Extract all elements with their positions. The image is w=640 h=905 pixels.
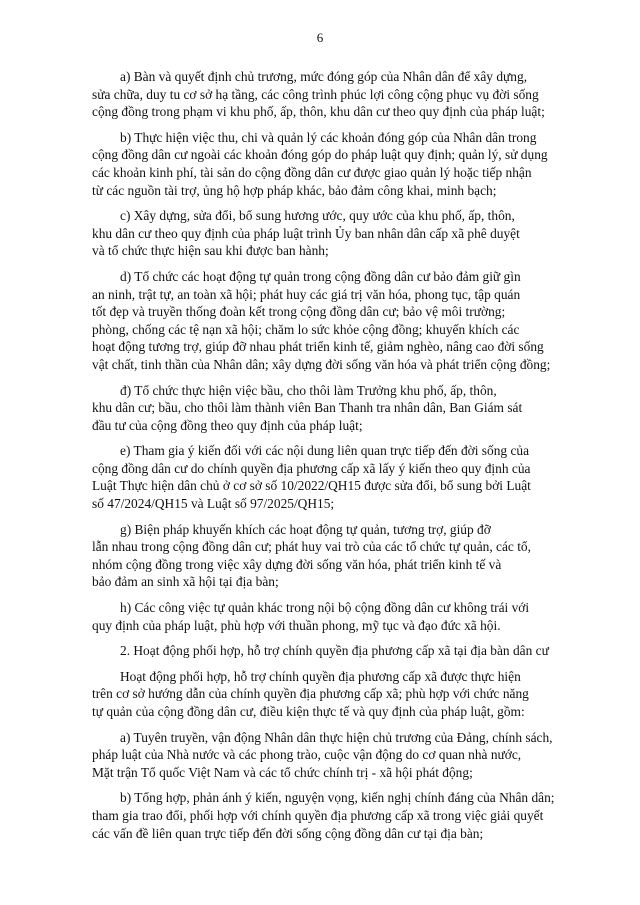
document-body [92,68,584,850]
paragraph-a-decide-contributions: a) Bàn và quyết định chủ trương, mức đóng góp của Nhân dân để xây dựng, sửa chữa, duy tu cơ sở hạ tầng, các công trình phúc lợi công cộng phục vụ đời sống cộng đồng trong phạm vi khu phố, ấp, thôn, khu dân cư theo quy định của pháp luật; [92,69,545,120]
paragraph-e-feedback: e) Tham gia ý kiến đối với các nội dung liên quan trực tiếp đến đời sống của cộng đồng dân cư do chính quyền địa phương cấp xã lấy ý kiến theo quy định của Luật Thực hiện dân chủ ở cơ sở số 10/2022/QH15 được sửa đổi, bổ sung bởi Luật số 47/2024/QH15 và Luật số 97/2025/QH15; [92,443,531,512]
page-number: 6 [316,30,324,45]
paragraph-b-collect-spend-contributions: b) Thực hiện việc thu, chi và quản lý các khoản đóng góp của Nhân dân trong cộng đồng dân cư ngoài các khoản đóng góp do pháp luật quy định; quản lý, sử dụng các khoản kinh phí, tài sản do cộng đồng dân cư được giao quản lý hoặc tiếp nhận từ các nguồn tài trợ, ủng hộ hợp pháp khác, bảo đảm công khai, minh bạch; [92,129,548,198]
paragraph-coordination-intro: Hoạt động phối hợp, hỗ trợ chính quyền địa phương cấp xã được thực hiện trên cơ sở hướng dẫn của chính quyền địa phương cấp xã; phù hợp với chức năng tự quản của cộng đồng dân cư, điều kiện thực tế và quy định của pháp luật, gồm: [92,668,529,719]
paragraph-d-self-management-activities: d) Tổ chức các hoạt động tự quản trong cộng đồng dân cư bảo đảm giữ gìn an ninh, trật tự, an toàn xã hội; phát huy các giá trị văn hóa, phong tục, tập quán tốt đẹp và truyền thống đoàn kết trong cộng đồng dân cư; bảo vệ môi trường; phòng, chống các tệ nạn xã hội; chăm lo sức khỏe cộng đồng; khuyến khích các hoạt động tương trợ, giúp đỡ nhau phát triển kinh tế, giảm nghèo, nâng cao đời sống vật chất, tinh thần của Nhân dân; xây dựng đời sống văn hóa và phát triển cộng đồng; [92,268,551,372]
section-heading-2: 2. Hoạt động phối hợp, hỗ trợ chính quyền địa phương cấp xã tại địa bàn dân cư [120,643,549,659]
paragraph-h-other-work: h) Các công việc tự quản khác trong nội bộ cộng đồng dân cư không trái với quy định của pháp luật, phù hợp với thuần phong, mỹ tục và đạo đức xã hội. [92,600,530,633]
paragraph-dd-elections: đ) Tổ chức thực hiện việc bầu, cho thôi làm Trưởng khu phố, ấp, thôn, khu dân cư; bầu, cho thôi làm thành viên Ban Thanh tra nhân dân, Ban Giám sát đầu tư của cộng đồng theo quy định của pháp luật; [92,382,523,433]
paragraph-b-summarize-feedback: b) Tổng hợp, phản ánh ý kiến, nguyện vọng, kiến nghị chính đáng của Nhân dân; tham gia trao đổi, phối hợp với chính quyền địa phương cấp xã trong việc giải quyết các vấn đề liên quan trực tiếp đến đời sống cộng đồng dân cư tại địa bàn; [92,790,555,841]
paragraph-g-encouragement-measures: g) Biện pháp khuyến khích các hoạt động tự quản, tương trợ, giúp đỡ lẫn nhau trong cộng đồng dân cư; phát huy vai trò của các tổ chức tự quản, các tổ, nhóm cộng đồng trong việc xây dựng đời sống văn hóa, phát triển kinh tế và bảo đảm an sinh xã hội tại địa bàn; [92,521,531,590]
paragraph-a-propaganda: a) Tuyên truyền, vận động Nhân dân thực hiện chủ trương của Đảng, chính sách, pháp luật của Nhà nước và các phong trào, cuộc vận động do cơ quan nhà nước, Mặt trận Tổ quốc Việt Nam và các tổ chức chính trị - xã hội phát động; [92,729,553,780]
paragraph-c-village-conventions: c) Xây dựng, sửa đổi, bổ sung hương ước, quy ước của khu phố, ấp, thôn, khu dân cư theo quy định của pháp luật trình Ủy ban nhân dân cấp xã phê duyệt và tổ chức thực hiện sau khi được ban hành; [92,208,520,259]
